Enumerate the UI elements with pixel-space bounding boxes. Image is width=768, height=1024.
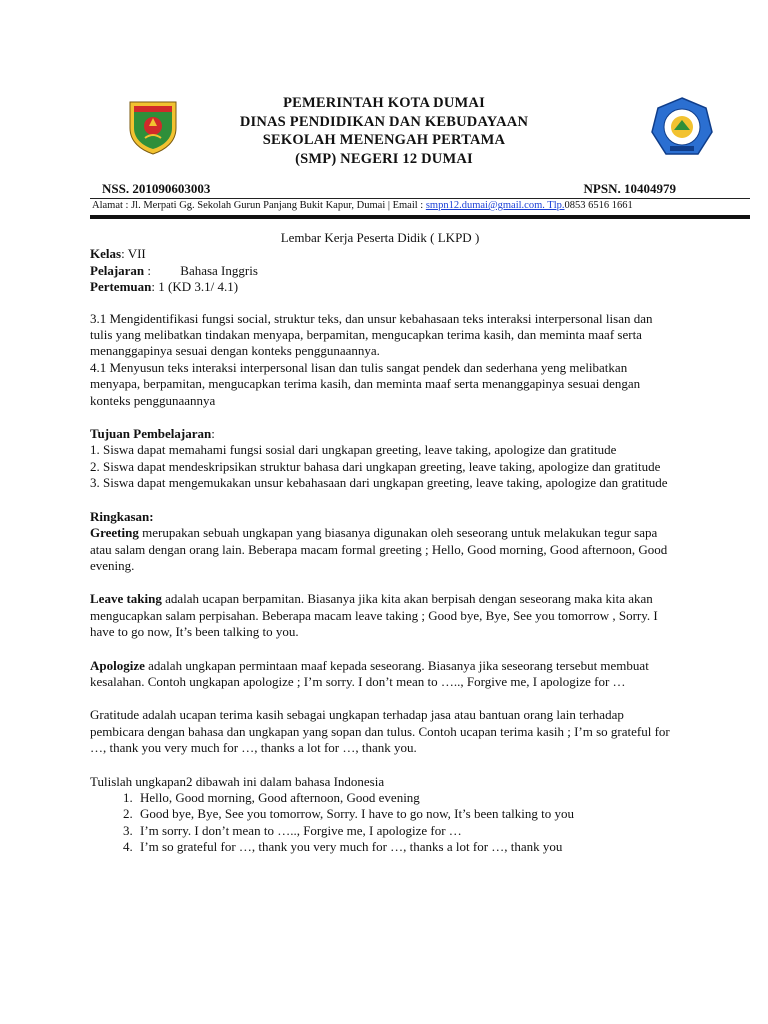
tujuan-item: 2. Siswa dapat mendeskripsikan struktur bahasa dari ungkapan greeting, leave taking, apologize dan gratitude: [90, 458, 661, 474]
school-letterhead: [190, 94, 578, 168]
kd-4-1: 4.1 Menyusun teks interaksi interpersonal lisan dan tulis sangat pendek dan sederhana yeng melibatkan menyapa, berpamitan, mengucapkan terima kasih, dan meminta maaf serta menanggapinya sesuai dengan konteks penggunaannya: [90, 359, 641, 408]
pertemuan-value: : 1 (KD 3.1/ 4.1): [151, 279, 239, 295]
task-list: [90, 790, 670, 856]
task-item: 1. Hello, Good morning, Good afternoon, Good evening: [136, 790, 670, 806]
greeting-text: merupakan sebuah ungkapan yang biasanya digunakan oleh seseorang untuk melakukan tegur sapa atau salam dengan orang lain. Beberapa macam formal greeting ; Hello, Good morning, Good afternoon, Good evening.: [90, 525, 668, 573]
tujuan-item: 3. Siswa dapat mengemukakan unsur kebahasaan dari ungkapan greeting, leave taking, apologize dan gratitude: [90, 475, 668, 491]
kota-dumai-logo: [127, 98, 179, 156]
phone-number: 0853 6516 1661: [564, 200, 633, 211]
task-intro: Tulislah ungkapan2 dibawah ini dalam bahasa Indonesia: [90, 773, 385, 789]
task-item: 3. I’m sorry. I don’t mean to ….., Forgive me, I apologize for …: [136, 823, 670, 839]
worksheet-body: [90, 230, 670, 856]
letterhead-line-2: DINAS PENDIDIKAN DAN KEBUDAYAAN: [239, 113, 529, 130]
header-thin-rule: [90, 198, 750, 199]
header-thick-rule: [90, 215, 750, 219]
leave-taking-paragraph: [90, 591, 670, 640]
tujuan-heading: [90, 426, 670, 442]
email-link[interactable]: smpn12.dumai@gmail.com. Tlp.: [425, 200, 565, 211]
apologize-term: Apologize: [90, 657, 145, 673]
npsn-number: NPSN. 10404979: [583, 181, 676, 196]
leave-taking-term: Leave taking: [90, 591, 162, 607]
gratitude-paragraph: Gratitude adalah ucapan terima kasih sebagai ungkapan terhadap jasa atau bantuan orang lain terhadap pembicara dengan bahasa dan ungkapan yang sopan dan tulus. Contoh ucapan terima kasih ; I’m so grateful for …, thank you very much for …, thanks a lot for …, thank you.: [90, 707, 670, 756]
letterhead-line-4: (SMP) NEGERI 12 DUMAI: [295, 150, 473, 167]
kelas-label: Kelas: [90, 246, 122, 262]
smp-negeri-12-logo: [650, 96, 714, 160]
kd-3-1: 3.1 Mengidentifikasi fungsi social, struktur teks, dan unsur kebahasaan teks interaksi interpersonal lisan dan tulis yang melibatkan tindakan menyapa, berpamitan, mengucapkan terima kasih, dan meminta maaf serta menanggapinya sesuai dengan konteks penggunaannya.: [90, 310, 653, 359]
letterhead-line-1: PEMERINTAH KOTA DUMAI: [283, 95, 485, 111]
kelas-value: : VII: [121, 246, 146, 262]
letterhead-line-3: SEKOLAH MENENGAH PERTAMA: [262, 132, 506, 148]
address-text: Alamat : Jl. Merpati Gg. Sekolah Gurun Panjang Bukit Kapur, Dumai | Email :: [92, 200, 426, 211]
task-item: 4. I’m so grateful for …, thank you very much for …, thanks a lot for …, thank you: [136, 839, 670, 855]
greeting-paragraph: [90, 525, 670, 574]
worksheet-meta: [90, 246, 670, 295]
nss-number: NSS. 201090603003: [102, 181, 211, 196]
tujuan-label: Tujuan Pembelajaran: [90, 426, 212, 442]
ringkasan-heading: Ringkasan:: [90, 508, 154, 524]
apologize-paragraph: [90, 658, 670, 691]
task-item: 2. Good bye, Bye, See you tomorrow, Sorry. I have to go now, It’s been talking to you: [136, 806, 670, 822]
greeting-term: Greeting: [90, 525, 139, 541]
pertemuan-label: Pertemuan: [90, 279, 152, 295]
apologize-text: adalah ungkapan permintaan maaf kepada seseorang. Biasanya jika seseorang tersebut membuat kesalahan. Contoh ungkapan apologize ; I’m sorry. I don’t mean to ….., Forgive me, I apologize for …: [90, 657, 649, 689]
school-address: [92, 200, 633, 211]
pelajaran-value: : Bahasa Inggris: [144, 262, 258, 278]
tujuan-item: 1. Siswa dapat memahami fungsi sosial dari ungkapan greeting, leave taking, apologize dan gratitude: [90, 442, 617, 458]
pelajaran-row: [90, 263, 670, 279]
pelajaran-label: Pelajaran: [90, 262, 145, 278]
leave-taking-text: adalah ucapan berpamitan. Biasanya jika kita akan berpisah dengan seseorang maka kita akan mengucapkan salam perpisahan. Beberapa macam leave taking ; Good bye, Bye, See you tomorrow , Sorry. I have to go now, It’s been talking to you.: [90, 591, 658, 640]
pertemuan-row: [90, 279, 670, 295]
tujuan-colon: :: [211, 426, 215, 442]
worksheet-title: Lembar Kerja Peserta Didik ( LKPD ): [280, 230, 480, 245]
kelas-row: [90, 246, 670, 262]
